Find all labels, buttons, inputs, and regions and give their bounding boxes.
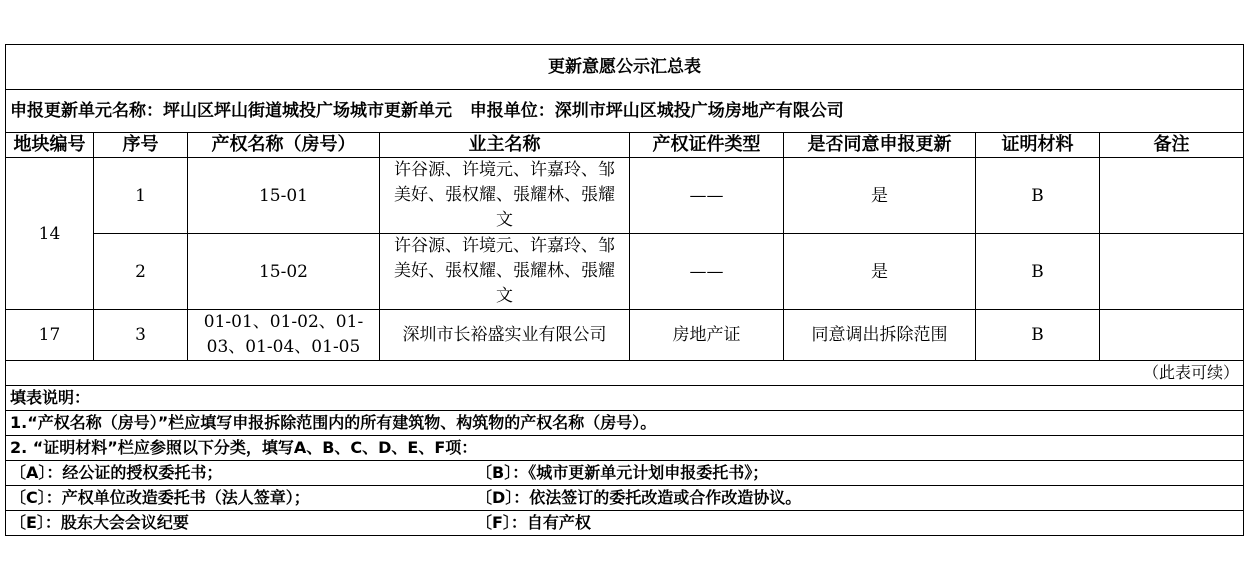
notes-heading: 填表说明： bbox=[6, 386, 1244, 411]
cert-cell: —— bbox=[630, 234, 784, 310]
owner-cell: 深圳市长裕盛实业有限公司 bbox=[380, 310, 630, 361]
remark-cell bbox=[1100, 234, 1244, 310]
summary-sheet bbox=[5, 44, 1243, 536]
notes-line-1: 1.“产权名称（房号）”栏应填写申报拆除范围内的所有建筑物、构筑物的产权名称（房号）。 bbox=[6, 411, 1244, 436]
header-agree: 是否同意申报更新 bbox=[784, 133, 976, 158]
owner-cell: 许谷源、许境元、许嘉玲、邹美好、張权耀、張耀林、張耀文 bbox=[380, 158, 630, 234]
remark-cell bbox=[1100, 310, 1244, 361]
summary-table bbox=[5, 44, 1244, 536]
notes-line-ab bbox=[6, 461, 1244, 486]
header-remark: 备注 bbox=[1100, 133, 1244, 158]
header-plot: 地块编号 bbox=[6, 133, 94, 158]
proof-cell: B bbox=[976, 234, 1100, 310]
note-b: 〔B〕：《城市更新单元计划申报委托书》； bbox=[476, 463, 769, 482]
property-cell: 01-01、01-02、01-03、01-04、01-05 bbox=[188, 310, 380, 361]
note-a: 〔A〕：经公证的授权委托书； bbox=[10, 463, 223, 482]
seq-cell: 2 bbox=[94, 234, 188, 310]
note-c: 〔C〕：产权单位改造委托书（法人签章）； bbox=[10, 488, 310, 507]
agree-cell: 同意调出拆除范围 bbox=[784, 310, 976, 361]
property-cell: 15-01 bbox=[188, 158, 380, 234]
table-row bbox=[6, 310, 1244, 361]
property-cell: 15-02 bbox=[188, 234, 380, 310]
page-title: 更新意愿公示汇总表 bbox=[6, 45, 1244, 90]
cert-cell: —— bbox=[630, 158, 784, 234]
agree-cell: 是 bbox=[784, 234, 976, 310]
note-f: 〔F〕：自有产权 bbox=[476, 513, 591, 532]
header-proof: 证明材料 bbox=[976, 133, 1100, 158]
notes-line-2: 2. “证明材料”栏应参照以下分类，填写A、B、C、D、E、F项： bbox=[6, 436, 1244, 461]
agree-cell: 是 bbox=[784, 158, 976, 234]
remark-cell bbox=[1100, 158, 1244, 234]
table-row bbox=[6, 158, 1244, 234]
header-seq: 序号 bbox=[94, 133, 188, 158]
continued-note: （此表可续） bbox=[6, 361, 1244, 386]
proof-cell: B bbox=[976, 158, 1100, 234]
header-property: 产权名称（房号） bbox=[188, 133, 380, 158]
table-row bbox=[6, 234, 1244, 310]
notes-line-cd bbox=[6, 486, 1244, 511]
proof-cell: B bbox=[976, 310, 1100, 361]
header-row bbox=[6, 133, 1244, 158]
header-owner: 业主名称 bbox=[380, 133, 630, 158]
note-d: 〔D〕：依法签订的委托改造或合作改造协议。 bbox=[476, 488, 802, 507]
note-e: 〔E〕：股东大会会议纪要 bbox=[10, 513, 189, 532]
owner-cell: 许谷源、许境元、许嘉玲、邹美好、張权耀、張耀林、張耀文 bbox=[380, 234, 630, 310]
plot-cell: 14 bbox=[6, 158, 94, 310]
unit-info-line: 申报更新单元名称：坪山区坪山街道城投广场城市更新单元 申报单位：深圳市坪山区城投广场房地产有限公司 bbox=[6, 90, 1244, 133]
plot-cell: 17 bbox=[6, 310, 94, 361]
seq-cell: 1 bbox=[94, 158, 188, 234]
cert-cell: 房地产证 bbox=[630, 310, 784, 361]
notes-line-ef bbox=[6, 511, 1244, 536]
seq-cell: 3 bbox=[94, 310, 188, 361]
header-cert: 产权证件类型 bbox=[630, 133, 784, 158]
